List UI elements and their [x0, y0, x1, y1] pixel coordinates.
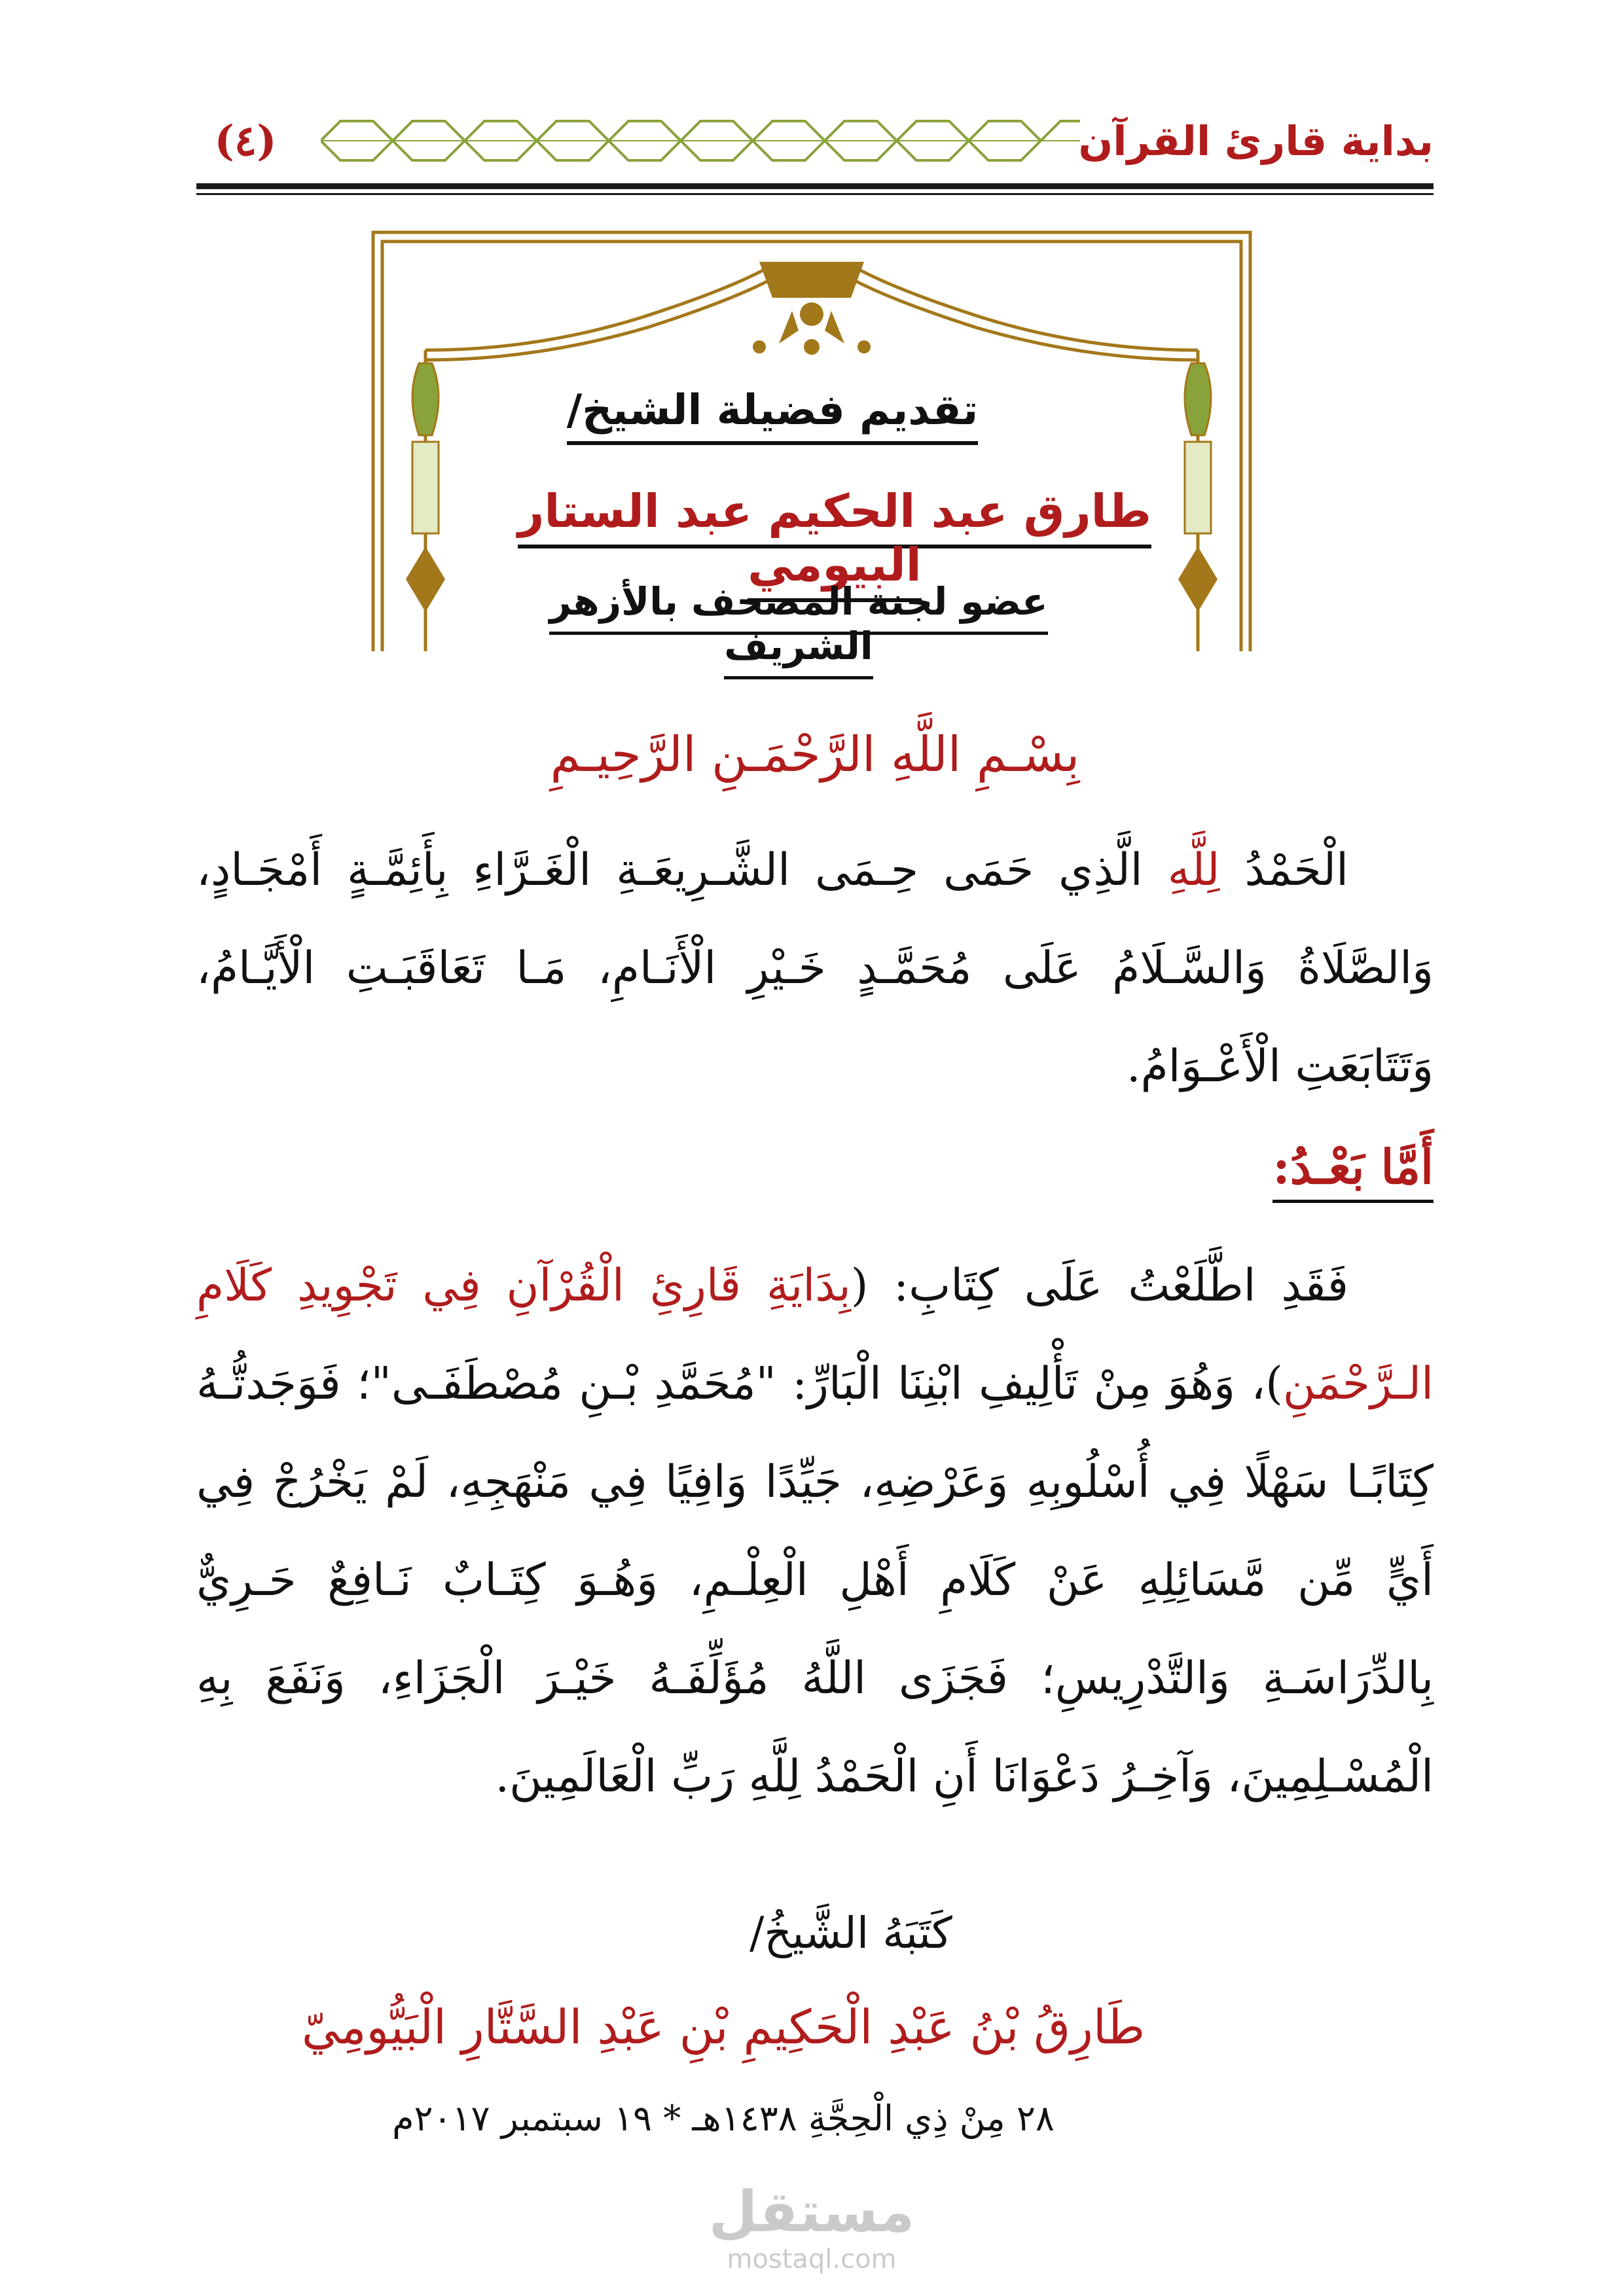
book-title: بِدَايَةِ قَارِئِ الْقُرْآنِ فِي تَجْوِيدِ كَلَامِ الـرَّحْمَنِ	[196, 1260, 1434, 1410]
paragraph-review: فَقَدِ اطَّلَعْتُ عَلَى كِتَابِ: (بِدَايَةِ قَارِئِ الْقُرْآنِ فِي تَجْوِيدِ كَلَامِ الـرَّحْمَنِ)، وَهُوَ مِنْ تَأْلِيفِ ابْنِنَا الْبَارِّ: "مُحَمَّدِ بْـنِ مُصْطَفَـى"؛ فَوَجَدتُّـهُ كِتَابًـا سَهْلًا فِي أُسْلُوبِهِ وَعَرْضِهِ، جَيِّدًا وَافِيًا فِي مَنْهَجِهِ، لَمْ يَخْرُجْ فِي أَيٍّ مِّن مَّسَائِلِهِ عَنْ كَلَامِ أَهْلِ الْعِلْـمِ، وَهُـوَ كِتَـابٌ نَـافِعٌ حَـرِيٌّ بِالدِّرَاسَـةِ وَالتَّدْرِيسِ؛ فَجَزَى اللَّهُ مُؤَلِّفَـهُ خَيْـرَ الْجَزَاءِ، وَنَفَعَ بِهِ الْمُسْـلِمِينَ، وَآخِـرُ دَعْوَانَا أَنِ الْحَمْدُ لِلَّهِ رَبِّ الْعَالَمِينَ.	[196, 1260, 1434, 1803]
watermark-latin: mostaql.com	[727, 2244, 897, 2274]
signature-date: ٢٨ مِنْ ذِي الْحِجَّةِ ١٤٣٨هـ * ١٩ سبتمبر ٢٠١٧م	[392, 2098, 1055, 2139]
allah-word: لِلَّهِ	[1167, 844, 1220, 896]
intro-name: طارق عبد الحكيم عبد الستار البيومي	[497, 484, 1172, 592]
signature-label: كَتَبَهُ الشَّيخُ/	[749, 1908, 952, 1958]
header-ornament-band	[321, 111, 1080, 170]
mostaql-watermark	[687, 2179, 936, 2278]
left-pillar-ornament	[406, 350, 445, 651]
intro-role: عضو لجنة المصحف بالأزهر الشريف	[497, 579, 1100, 668]
header-title: بداية قارئ القرآن	[1078, 117, 1434, 165]
basmala: بِسْـمِ اللَّهِ الرَّحْمَـنِ الرَّحِيـمِ	[550, 726, 1080, 783]
paragraph-praise: الْحَمْدُ لِلَّهِ الَّذِي حَمَى حِـمَى الشَّـرِيعَـةِ الْغَـرَّاءِ بِأَئِمَّـةٍ أَمْجَـادٍ، وَالصَّلَاةُ وَالسَّـلَامُ عَلَى مُحَمَّـدٍ خَـيْرِ الْأَنَـامِ، مَـا تَعَاقَبَـتِ الْأَيَّـامُ، وَتَتَابَعَتِ الْأَعْـوَامُ.	[196, 844, 1434, 1092]
crown-ornament	[753, 262, 871, 355]
header-rule-thick	[196, 183, 1434, 189]
running-header	[196, 105, 1434, 177]
page-number: (٤)	[214, 116, 277, 166]
intro-heading: تقديم فضيلة الشيخ/	[497, 386, 1047, 435]
signature-name: طَارِقُ بْنُ عَبْدِ الْحَكِيمِ بْنِ عَبْدِ السَّتَّارِ الْبَيُّومِيّ	[301, 2000, 1146, 2054]
watermark-arabic: مستقل	[708, 2179, 915, 2245]
right-pillar-ornament	[1178, 350, 1218, 651]
amma-badu-heading: أَمَّا بَعْـدُ:	[1272, 1139, 1434, 1194]
header-rule-thin	[196, 193, 1434, 195]
